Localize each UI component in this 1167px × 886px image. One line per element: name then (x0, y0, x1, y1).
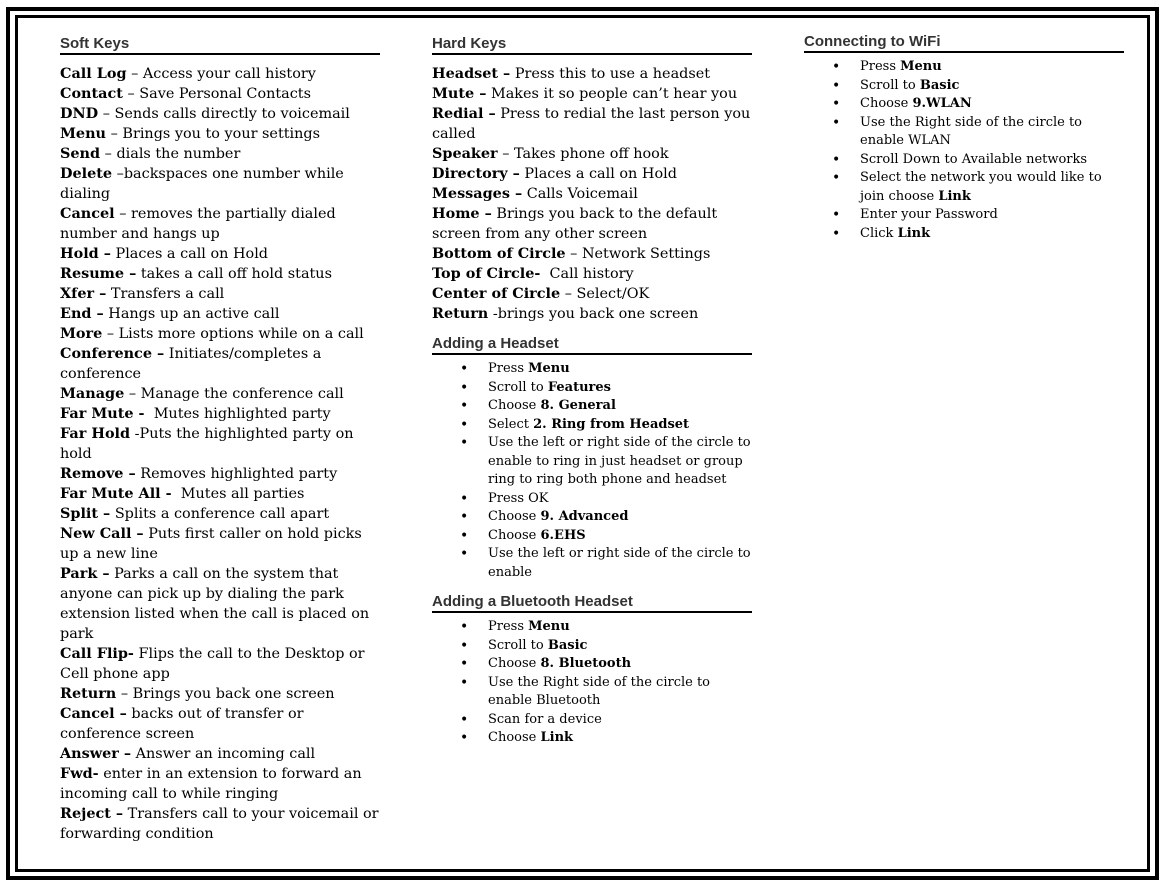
step-text: Click (860, 225, 898, 241)
key-entry (60, 244, 380, 264)
key-name: Remove – (60, 465, 136, 482)
key-description: Calls Voicemail (526, 186, 638, 202)
step-text: Select (488, 416, 534, 432)
step-bold-text: Basic (919, 77, 960, 93)
key-name: Reject – (60, 805, 124, 822)
key-description: Save Personal Contacts (139, 86, 311, 102)
key-entry (60, 524, 380, 564)
step-text: Press (488, 619, 529, 634)
key-entry (60, 204, 380, 244)
step-text: Choose (860, 96, 913, 111)
key-description: backs out of transfer or conference screen (60, 706, 304, 742)
step-text: Scroll to (860, 77, 920, 93)
key-name: Park – (60, 565, 110, 582)
key-entry (60, 744, 380, 764)
step-text: Choose (488, 527, 541, 543)
soft-keys-column (60, 32, 380, 844)
key-description: Mutes all parties (180, 486, 305, 502)
key-description: Places a call on Hold (524, 166, 677, 182)
key-description: Takes phone off hook (514, 146, 669, 162)
step-bold-text: Link (897, 225, 931, 241)
key-description: Hangs up an active call (108, 306, 280, 322)
key-entry (60, 464, 380, 484)
key-description: Press to redial the last person you called (432, 106, 751, 142)
step-bold-text: 6.EHS (540, 527, 586, 543)
step-item (804, 58, 1124, 77)
key-description: Call history (549, 266, 634, 282)
key-entry (60, 64, 380, 84)
key-description: Lists more options while on a call (118, 326, 364, 342)
step-text: Enter your Password (860, 207, 998, 222)
key-name: Split – (60, 505, 111, 522)
key-description: Removes highlighted party (140, 466, 338, 482)
key-name: New Call – (60, 525, 144, 542)
key-name: DND (60, 105, 99, 122)
key-separator: – (116, 686, 133, 702)
step-bold-text: Menu (528, 361, 570, 376)
step-text: Choose (488, 398, 541, 413)
step-bold-text: 8. General (540, 398, 616, 413)
key-entry (432, 284, 752, 304)
key-entry (60, 144, 380, 164)
step-item (432, 618, 752, 637)
key-description: enter in an extension to forward an incoming call to while ringing (60, 766, 362, 802)
step-bold-text: 2. Ring from Headset (533, 416, 690, 432)
step-text: Choose (488, 509, 541, 524)
key-description: Transfers call to your voicemail or forwarding condition (60, 806, 379, 842)
key-entry (60, 424, 380, 464)
key-name: Fwd- (60, 765, 99, 782)
step-item (432, 711, 752, 730)
step-item (432, 379, 752, 398)
step-bold-text: Link (938, 188, 971, 204)
key-description: Manage the conference call (140, 386, 344, 402)
step-item (804, 225, 1124, 244)
step-text: Press (488, 361, 529, 376)
adding-bluetooth-steps (432, 618, 752, 748)
key-separator: – (100, 146, 117, 162)
key-name: Home – (432, 205, 492, 222)
step-text: Use the Right side of the circle to enable Bluetooth (488, 674, 715, 708)
key-entry (60, 324, 380, 344)
key-name: Contact (60, 85, 123, 102)
key-separator: – (124, 386, 141, 402)
step-text: Use the left or right side of the circle to enable to ring in just headset or group ring to ring both phone and headset (488, 435, 755, 487)
key-separator: – (112, 166, 124, 182)
hard-keys-list (432, 64, 752, 324)
step-item (432, 434, 755, 490)
key-separator: – (122, 86, 140, 102)
step-bold-text: Menu (528, 619, 570, 634)
adding-bluetooth-heading: Adding a Bluetooth Headset (432, 590, 752, 613)
key-description: Press this to use a headset (514, 66, 711, 82)
wifi-column (804, 32, 1124, 243)
step-text: Press (860, 59, 901, 74)
key-name: Speaker (432, 145, 498, 162)
key-entry (60, 344, 380, 384)
step-item (432, 729, 752, 748)
key-description: Parks a call on the system that anyone can pick up by dialing the park extension listed when the call is placed on park (60, 566, 370, 642)
key-entry (60, 644, 380, 684)
key-entry (432, 264, 752, 284)
step-text: Choose (488, 730, 541, 745)
key-separator: – (106, 126, 123, 142)
step-bold-text: Menu (900, 59, 942, 74)
key-separator: – (560, 286, 577, 302)
step-item (804, 169, 1124, 206)
step-item (432, 360, 752, 379)
step-text: Scan for a device (488, 711, 602, 727)
key-entry (432, 64, 752, 84)
key-description: removes the partially dialed number and hangs up (60, 206, 336, 242)
step-item (432, 508, 752, 527)
step-text: Scroll to (488, 637, 548, 653)
key-entry (60, 124, 380, 144)
key-name: Xfer – (60, 285, 107, 302)
key-entry (60, 484, 380, 504)
key-name: Delete (60, 165, 113, 182)
key-entry (60, 404, 380, 424)
adding-headset-heading: Adding a Headset (432, 332, 752, 355)
key-name: Directory – (432, 165, 520, 182)
step-text: Scroll Down to Available networks (860, 151, 1088, 167)
step-item (804, 95, 1124, 114)
key-name: Answer – (60, 745, 132, 762)
key-entry (432, 164, 752, 184)
key-description: brings you back one screen (497, 306, 699, 322)
key-name: Top of Circle- (432, 265, 541, 282)
step-item (804, 206, 1124, 225)
key-entry (60, 264, 380, 284)
key-entry (60, 764, 380, 804)
key-entry (60, 504, 380, 524)
key-name: Far Hold (60, 425, 131, 442)
key-separator (172, 486, 181, 502)
key-entry (60, 804, 380, 844)
key-entry (60, 84, 380, 104)
step-item (432, 655, 752, 674)
key-separator: - (488, 306, 498, 322)
adding-headset-steps (432, 360, 755, 582)
key-description: Splits a conference call apart (114, 506, 330, 522)
key-name: Conference – (60, 345, 165, 362)
key-description: Brings you back one screen (132, 686, 335, 702)
key-separator: – (98, 106, 115, 122)
key-separator (540, 266, 549, 282)
key-separator: – (497, 146, 515, 162)
key-name: Far Mute - (60, 405, 145, 422)
key-entry (432, 84, 752, 104)
step-item (804, 77, 1124, 96)
key-name: Call Log (60, 65, 127, 82)
wifi-steps (804, 58, 1124, 243)
key-entry (432, 104, 752, 144)
key-separator: – (565, 246, 582, 262)
key-description: Sends calls directly to voicemail (114, 106, 350, 122)
step-bold-text: 9.WLAN (912, 96, 972, 111)
key-name: Mute – (432, 85, 487, 102)
key-name: More (60, 325, 103, 342)
step-text: Select the network you would like to join choose (860, 170, 1106, 204)
hard-keys-heading: Hard Keys (432, 32, 752, 55)
key-description: dials the number (116, 146, 241, 162)
key-name: Menu (60, 125, 107, 142)
key-separator: - (130, 426, 140, 442)
key-entry (60, 684, 380, 704)
key-entry (60, 284, 380, 304)
key-entry (432, 144, 752, 164)
key-description: Mutes highlighted party (153, 406, 331, 422)
key-separator: – (126, 66, 143, 82)
key-description: Transfers a call (110, 286, 225, 302)
key-entry (432, 204, 752, 244)
step-item (804, 151, 1124, 170)
step-bold-text: Features (547, 379, 611, 395)
key-entry (432, 304, 752, 324)
key-description: Select/OK (576, 286, 650, 302)
key-entry (60, 164, 380, 204)
step-item (432, 674, 752, 711)
key-name: Return (432, 305, 489, 322)
step-item (432, 637, 752, 656)
key-description: Brings you to your settings (122, 126, 320, 142)
key-name: Cancel (60, 205, 115, 222)
key-entry (60, 304, 380, 324)
hard-keys-column (432, 32, 755, 748)
step-item (804, 114, 1124, 151)
step-text: Choose (488, 656, 541, 671)
key-separator: – (114, 206, 131, 222)
step-item (432, 490, 752, 509)
step-bold-text: 8. Bluetooth (540, 656, 632, 671)
step-text: Use the left or right side of the circle to enable (488, 546, 755, 580)
step-item (432, 416, 752, 435)
key-description: Initiates/completes a conference (60, 346, 322, 382)
key-name: End – (60, 305, 104, 322)
step-text: Scroll to (488, 379, 548, 395)
key-name: Far Mute All - (60, 485, 172, 502)
key-description: Answer an incoming call (135, 746, 316, 762)
key-name: Bottom of Circle (432, 245, 566, 262)
key-entry (432, 184, 752, 204)
key-name: Call Flip- (60, 645, 134, 662)
key-name: Return (60, 685, 117, 702)
key-entry (60, 564, 380, 644)
key-entry (60, 704, 380, 744)
key-description: takes a call off hold status (140, 266, 332, 282)
wifi-heading: Connecting to WiFi (804, 30, 1124, 53)
key-separator (145, 406, 154, 422)
step-item (432, 397, 752, 416)
key-description: Brings you back to the default screen from any other screen (432, 206, 718, 242)
key-name: Hold – (60, 245, 111, 262)
key-description: Flips the call to the Desktop or Cell phone app (60, 646, 365, 682)
step-text: Press OK (488, 490, 549, 506)
key-description: backspaces one number while dialing (60, 166, 344, 202)
key-name: Manage (60, 385, 125, 402)
soft-keys-list (60, 64, 380, 844)
key-description: Network Settings (581, 246, 711, 262)
step-bold-text: 9. Advanced (540, 509, 629, 524)
key-name: Headset – (432, 65, 511, 82)
key-entry (432, 244, 752, 264)
key-description: Places a call on Hold (115, 246, 269, 262)
key-entry (60, 104, 380, 124)
key-name: Messages – (432, 185, 523, 202)
key-name: Cancel – (60, 705, 127, 722)
key-description: Access your call history (142, 66, 316, 82)
key-description: Puts first caller on hold picks up a new line (60, 526, 362, 562)
key-description: Makes it so people can’t hear you (490, 86, 738, 102)
key-name: Send (60, 145, 101, 162)
soft-keys-heading: Soft Keys (60, 32, 380, 55)
step-item (432, 527, 752, 546)
step-item (432, 545, 755, 582)
key-name: Redial – (432, 105, 496, 122)
step-text: Use the Right side of the circle to enable WLAN (860, 114, 1087, 148)
step-bold-text: Basic (547, 637, 588, 653)
step-bold-text: Link (540, 730, 574, 745)
key-name: Resume – (60, 265, 137, 282)
key-description: Puts the highlighted party on hold (60, 426, 354, 462)
key-separator: – (102, 326, 119, 342)
key-name: Center of Circle (432, 285, 561, 302)
key-entry (60, 384, 380, 404)
